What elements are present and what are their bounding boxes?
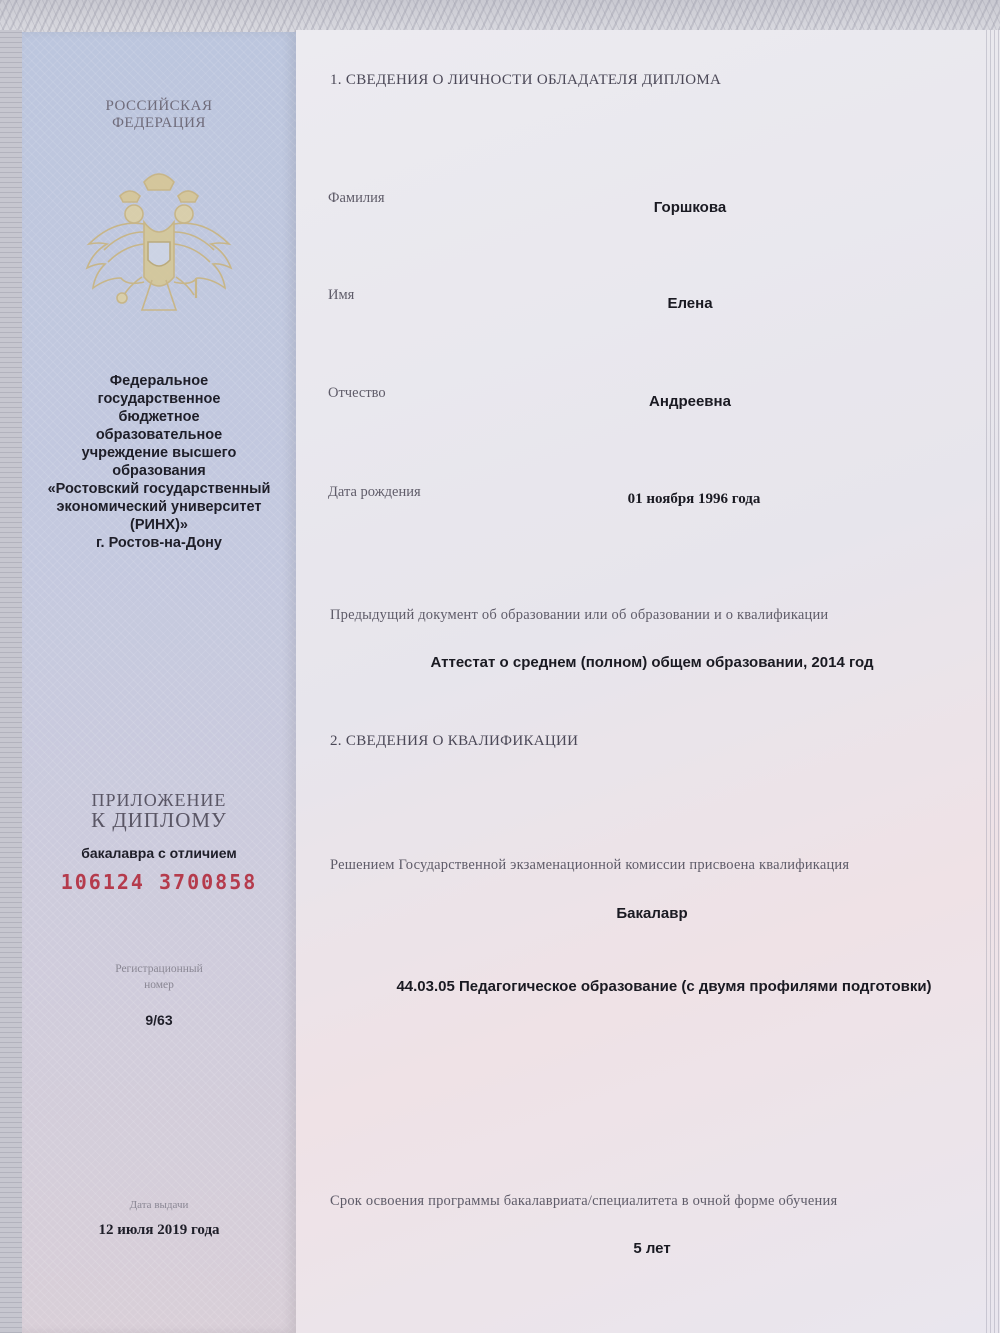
university-line: образовательное [95, 427, 223, 443]
issue-date-label: Дата выдачи [129, 1199, 189, 1211]
left-panel [22, 32, 296, 1333]
university-line: учреждение высшего [81, 445, 237, 461]
coat-of-arms-emblem-icon [74, 152, 244, 342]
guilloche-left-strip [0, 30, 22, 1333]
registration-label-line: номер [144, 979, 174, 991]
university-line: Федеральное [109, 373, 209, 389]
university-line: бюджетное [118, 409, 200, 425]
registration-number: 9/63 [145, 1012, 173, 1028]
university-line: государственное [97, 391, 221, 407]
university-line: (РИНХ)» [130, 517, 188, 533]
qualification-label: Решением Государственной экзаменационной комиссии присвоена квалификация [330, 857, 850, 873]
name-label: Имя [328, 287, 355, 303]
serial-number: 106124 3700858 [60, 870, 258, 894]
birth-date-value: 01 ноября 1996 года [627, 491, 761, 507]
appendix-line: ПРИЛОЖЕНИЕ [91, 790, 227, 810]
birth-date-label: Дата рождения [328, 484, 421, 500]
university-line: «Ростовский государственный [47, 481, 271, 497]
university-city: г. Ростов-на-Дону [95, 535, 223, 551]
issue-date: 12 июля 2019 года [98, 1222, 220, 1238]
degree-type: бакалавра с отличием [81, 845, 237, 861]
country-name [22, 98, 296, 132]
section1-heading: 1. СВЕДЕНИЯ О ЛИЧНОСТИ ОБЛАДАТЕЛЯ ДИПЛОМА [330, 72, 722, 88]
registration-label-line: Регистрационный [115, 963, 203, 975]
program-value: 44.03.05 Педагогическое образование (с двумя профилями подготовки) [396, 978, 932, 995]
university-line: экономический университет [56, 499, 262, 515]
university-line: образования [112, 463, 206, 479]
patronymic-label: Отчество [328, 385, 386, 401]
registration-label [22, 961, 296, 993]
qualification-value: Бакалавр [616, 905, 688, 922]
previous-document-label: Предыдущий документ об образовании или об образовании и о квалификации [330, 607, 829, 623]
name-value: Елена [667, 295, 713, 312]
section2-heading: 2. СВЕДЕНИЯ О КВАЛИФИКАЦИИ [330, 733, 579, 749]
guilloche-right-edge [986, 30, 1000, 1333]
appendix-line: К ДИПЛОМУ [91, 808, 227, 832]
duration-label: Срок освоения программы бакалавриата/специалитета в очной форме обучения [330, 1193, 838, 1209]
right-page [296, 30, 1000, 1333]
duration-value: 5 лет [633, 1240, 671, 1257]
appendix-title [22, 790, 296, 830]
country-line: РОССИЙСКАЯ [105, 98, 213, 114]
surname-value: Горшкова [653, 199, 727, 216]
previous-document-value: Аттестат о среднем (полном) общем образовании, 2014 год [430, 654, 874, 671]
university-name [22, 372, 296, 552]
country-line: ФЕДЕРАЦИЯ [112, 115, 206, 131]
surname-label: Фамилия [328, 190, 385, 206]
patronymic-value: Андреевна [649, 393, 731, 410]
